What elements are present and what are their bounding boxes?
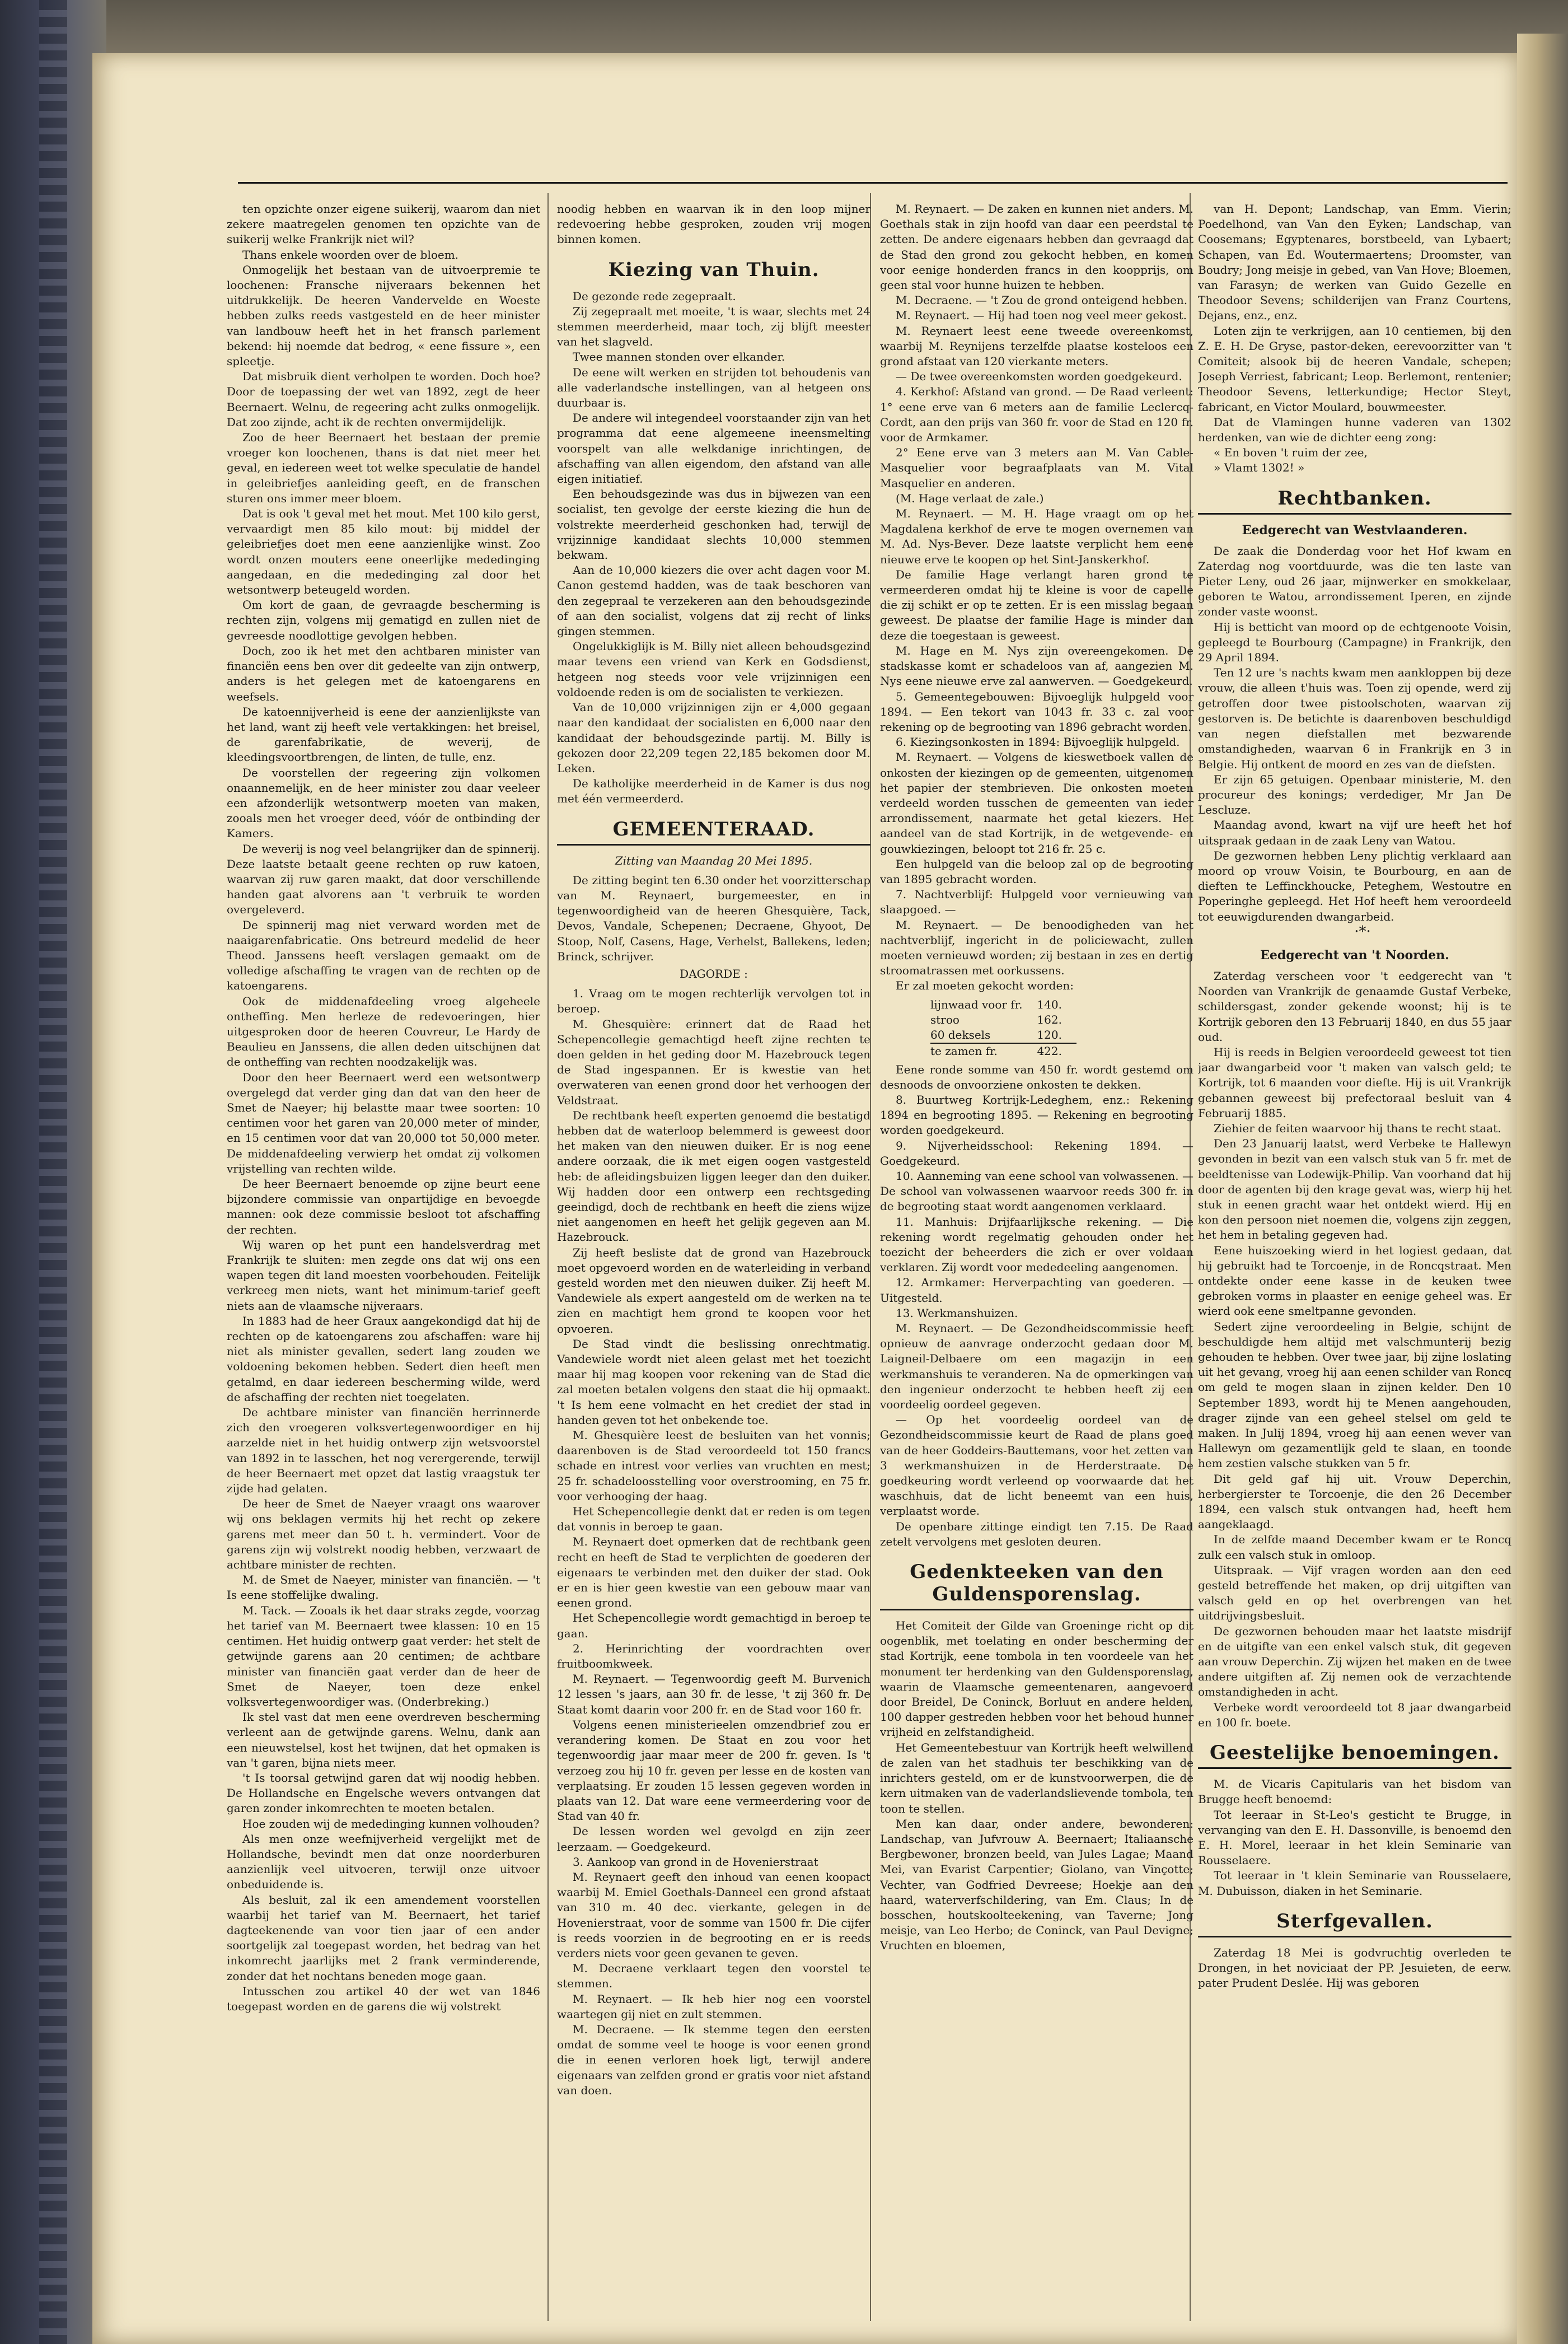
paragraph: 't Is toorsal getwijnd garen dat wij noodig hebben. De Hollandsche en Engelsche wevers ontvangen dat garen zonder inkomrechten te moeten betalen. — [227, 1771, 540, 1815]
paragraph: De katoennijverheid is eene der aanzienlijkste van het land, want zij heeft vele vertakkingen: het breisel, de garenfabrikatie, de weverij, de kleedingsvoortbrengen, de linten, de tulle, enz. — [227, 704, 540, 764]
paragraph: In de zelfde maand December kwam er te Roncq zulk een valsch stuk in omloop. — [1198, 1533, 1511, 1562]
paragraph: De andere wil integendeel voorstaander zijn van het programma dat eene algemeene ineensmelting voorspelt van alle welkdanige inrichtingen, de afschaffing van allen eigendom, den afstand van alle eigen initiatief. — [557, 411, 870, 486]
paragraph: De achtbare minister van financiën herrinnerde zich den vroegeren volksvertegenwoordiger en hij aarzelde niet in het huidig ontwerp zijn wetsvoorstel van 1892 in te lasschen, het nog verergerende, terwijl de heer Beernaert met opzet dat lastig vraagstuk ter zijde had gelaten. — [227, 1406, 540, 1496]
paragraph: (M. Hage verlaat de zale.) — [896, 491, 1044, 505]
paragraph: M. Ghesquière leest de besluiten van het vonnis; daarenboven is de Stad veroordeeld tot 150 francs schade en intrest voor verlies van vruchten en mest; 25 fr. schadeloosstelling voor overstrooming, en 75 fr. voor verhooging der haag. — [557, 1428, 870, 1503]
paragraph: M. Reynaert. — Tegenwoordig geeft M. Burvenich 12 lessen 's jaars, aan 30 fr. de lesse, 't zij 360 fr. De Staat komt daarin voor 200 fr. en de Stad voor 160 fr. — [557, 1672, 870, 1716]
paragraph: M. Decraene verklaart tegen den voorstel te stemmen. — [557, 1962, 870, 1991]
paragraph: 5. Gemeentegebouwen: Bijvoeglijk hulpgeld voor 1894. — Een tekort van 1043 fr. 33 c. zal voor rekening op de begrooting van 1896 gebracht worden. — [880, 689, 1193, 734]
heading-geestelijke-benoemingen: Geestelijke benoemingen. — [1198, 1741, 1511, 1769]
paragraph: Eene ronde somme van 450 fr. wordt gestemd om desnoods de onvoorziene onkosten te dekken. — [880, 1062, 1193, 1091]
paragraph: M. Reynaert leest eene tweede overeenkomst, waarbij M. Reynijens terzelfde plaatse kosteloos een grond afstaat van 120 vierkante meters. — [880, 324, 1193, 368]
table-total-row — [930, 1043, 1076, 1059]
paragraph: De lessen worden wel gevolgd en zijn zeer leerzaam. — Goedgekeurd. — [557, 1824, 870, 1853]
paragraph: M. Ghesquière: erinnert dat de Raad het Schepencollegie gemachtigd heeft zijne rechten te doen gelden in het geding door M. Hazebrouck tegen de Stad ingespannen. Er is kwestie van het overwateren van eenen grond door het verhoogen der Veldstraat. — [557, 1017, 870, 1107]
paragraph: M. Reynaert doet opmerken dat de rechtbank geen recht en heeft de Stad te verplichten de goederen der eigenaars te verbinden met den duiker der stad. Ook er en is hier geen kwestie van een gebouw maar van eenen grond. — [557, 1535, 870, 1610]
col3-section-1 — [880, 202, 1193, 994]
paragraph: — Op het voordeelig oordeel van de Gezondheidscommissie keurt de Raad de plans goed van de heer Goddeirs-Bauttemans, voor het zetten van 3 werkmanshuizen in de Herderstraate. De goedkeuring wordt verleend op voorwaarde dat het waschhuis, dat de licht beneemt van een huis, verplaatst worde. — [880, 1413, 1193, 1518]
column-4 — [1198, 202, 1511, 2324]
table-amount: 140. — [1037, 997, 1062, 1011]
book-binding — [0, 0, 106, 2344]
table-total-value: 422. — [1037, 1044, 1062, 1058]
paragraph: — De twee overeenkomsten worden goedgekeurd. — [896, 370, 1182, 384]
session-date: Zitting van Maandag 20 Mei 1895. — [615, 853, 813, 867]
table-row — [930, 1028, 1076, 1043]
col2-section-2 — [557, 873, 870, 964]
paragraph: De familie Hage verlangt haren grond te vermeerderen omdat hij te kleine is voor de capelle die zij schikt er op te zetten. Er is een misslag begaan geweest. De plaatse der familie Hage is minder dan deze die toegestaan is geweest. — [880, 567, 1193, 642]
paragraph: 8. Buurtweg Kortrijk-Ledeghem, enz.: Rekening 1894 en begrooting 1895. — Rekening en begrooting worden goedgekeurd. — [880, 1092, 1193, 1137]
paragraph: 6. Kiezingsonkosten in 1894: Bijvoeglijk hulpgeld. — [896, 735, 1180, 749]
paragraph: Als men onze weefnijverheid vergelijkt met de Hollandsche, bevindt men dat onze noorderburen aanzienlijk veel uitvoeren, terwijl onze uitvoer onbeduidende is. — [227, 1832, 540, 1892]
paragraph: Het Schepencollegie denkt dat er reden is om tegen dat vonnis in beroep te gaan. — [557, 1505, 870, 1534]
col2-section-1 — [557, 289, 870, 807]
paragraph: Eene huiszoeking wierd in het logiest gedaan, dat hij gebruikt had te Torcoenje, in de Roncqstraat. Men ontdekte onder eene kasse in de keuken twee gebroken vorms in plaaster en eenige geheel was. Er wierd ook eene smeltpanne gevonden. — [1198, 1243, 1511, 1318]
paragraph: Ongelukkiglijk is M. Billy niet alleen behoudsgezind maar tevens een vriend van Kerk en Godsdienst, hetgeen nog steeds voor vele vrijzinnigen een voldoende reden is om de socialisten te verkiezen. — [557, 639, 870, 699]
paragraph: M. Reynaert. — M. H. Hage vraagt om op het Magdalena kerkhof de erve te mogen overnemen van M. Ad. Nys-Bever. Deze laatste verplicht hem eene nieuwe erve te koopen op het Sint-Janskerkhof. — [880, 507, 1193, 566]
paragraph: Een hulpgeld van die beloop zal op de begrooting van 1895 gebracht worden. — [880, 857, 1193, 886]
agenda-label: DAGORDE : — [680, 966, 748, 980]
paragraph: M. Reynaert geeft den inhoud van eenen koopact waarbij M. Emiel Goethals-Danneel een grond afstaat van 310 m. 40 dec. vierkante, gelegen in de Hovenierstraat, voor de somme van 1500 fr. Die cijfer is reeds voorzien in de begrooting en er is reeds verders niets voor geen gevanen te geven. — [557, 1870, 870, 1960]
paragraph: Als besluit, zal ik een amendement voorstellen waarbij het tarief van M. Beernaert, het tarief dagteekenende van voor tien jaar of een ander soortgelijk zal toegepast worden, het bedrag van het inkomrecht jaarlijks met 2 frank verminderende, zonder dat het nochtans beneden moge gaan. — [227, 1893, 540, 1983]
heading-kiezing-thuin: Kiezing van Thuin. — [608, 258, 820, 281]
paragraph: M. Reynaert. — De Gezondheidscommissie heeft opnieuw de aanvrage onderzocht gedaan door M. Laigneil-Delbaere om een magazijn in een werkmanshuis te veranderen. Na de opmerkingen van den ingenieur onderzocht te hebben heeft zij een voordeelig oordeel gegeven. — [880, 1322, 1193, 1412]
paragraph: Dat de Vlamingen hunne vaderen van 1302 herdenken, van wie de dichter eeng zong: — [1198, 415, 1511, 445]
heading-rechtbanken: Rechtbanken. — [1198, 487, 1511, 515]
paragraph: Ten 12 ure 's nachts kwam men aankloppen bij deze vrouw, die alleen t'huis was. Toen zij opende, werd zij getroffen door twee pistoolschoten, waarvan zij gestorven is. De betichte is daarenboven beschuldigd van negen diefstallen met bezwarende omstandigheden, waarvan 6 in Frankrijk en 3 in Belgie. Hij ontkent de moord en zes van de diefsten. — [1198, 666, 1511, 771]
paragraph: Twee mannen stonden over elkander. — [573, 350, 785, 364]
paragraph: De eene wilt werken en strijden tot behoudenis van alle vaderlandsche instellingen, van al hetgeen ons duurbaar is. — [557, 365, 870, 410]
paragraph: 4. Kerkhof: Afstand van grond. — De Raad verleent: 1° eene erve van 6 meters aan de familie Leclercq-Cordt, aan den prijs van 360 fr. voor de Stad en 120 fr. voor de Armkamer. — [880, 385, 1193, 445]
paragraph: 12. Armkamer: Herverpachting van goederen. — Uitgesteld. — [880, 1276, 1193, 1305]
paragraph: De zaak die Donderdag voor het Hof kwam en Zaterdag nog voortduurde, was die ten laste van Pieter Leny, oud 26 jaar, mijnwerker en smokkelaar, geboren te Watou, arrondissement Iperen, en zijnde zonder vaste woonst. — [1198, 544, 1511, 619]
paragraph: Onmogelijk het bestaan van de uitvoerpremie te loochenen: Fransche nijveraars bekennen het uitdrukkelijk. De heeren Vandervelde en Woeste hebben zulks reeds vastgesteld en de heer minister van landbouw heeft het in het fransch parlement bekend: hij noemde dat bedrog, « eene fissure », een spleetje. — [227, 263, 540, 368]
paragraph: M. de Smet de Naeyer, minister van financiën. — 't Is eene stoffelijke dwaling. — [227, 1573, 540, 1602]
paragraph: Thans enkele woorden over de bloem. — [242, 248, 459, 262]
heading-gedenkteeken: Gedenkteeken van den Guldensporenslag. — [880, 1561, 1193, 1610]
paragraph: Verbeke wordt veroordeeld tot 8 jaar dwangarbeid en 100 fr. boete. — [1198, 1700, 1511, 1729]
paragraph: Dat misbruik dient verholpen te worden. Doch hoe? Door de toepassing der wet van 1892, zegt de heer Beernaert. Welnu, de regeering acht zulks onmogelijk. Dat zoo zijnde, acht ik de rechten onvermijdelijk. — [227, 370, 540, 429]
paragraph: Tot leeraar in 't klein Seminarie van Rousselaere, M. Dubuisson, diaken in het Seminarie. — [1198, 1869, 1511, 1898]
table-item: lijnwaad voor fr. — [930, 997, 1023, 1011]
paragraph: Zaterdag verscheen voor 't eedgerecht van 't Noorden van Vrankrijk de genaamde Gustaf Verbeke, schildersgast, zonder gekende woonst; hij is te Kortrijk geboren den 13 Februarij 1840, en dus 55 jaar oud. — [1198, 969, 1511, 1044]
paragraph: Een behoudsgezinde was dus in bijwezen van een socialist, ten gevolge der eerste kiezing die hun de volstrekte meerderheid geschonken had, terwijl de vrijzinnige kandidaat slechts 10,000 stemmen bekwam. — [557, 487, 870, 562]
paragraph: Aan de 10,000 kiezers die over acht dagen voor M. Canon gestemd hadden, was de taak beschoren van den zegepraal te verzekeren aan den behoudsgezinde of aan den socialist, volgens dat zij recht of links gingen stemmen. — [557, 563, 870, 638]
paragraph: Zij zegepraalt met moeite, 't is waar, slechts met 24 stemmen meerderheid, maar toch, zij blijft meester van het slagveld. — [557, 304, 870, 349]
paragraph: Om kort de gaan, de gevraagde bescherming is rechten zijn, volgens mij gematigd en zullen niet de gevreesde noodlottige gevolgen hebben. — [227, 598, 540, 642]
paragraph: 2° Eene erve van 3 meters aan M. Van Cable-Masquelier voor begraafplaats van M. Vital Masquelier en anderen. — [880, 446, 1193, 490]
heading-sterfgevallen: Sterfgevallen. — [1198, 1910, 1511, 1937]
paragraph: Het Schepencollegie wordt gemachtigd in beroep te gaan. — [557, 1611, 870, 1640]
paragraph: 13. Werkmanshuizen. — [896, 1306, 1018, 1320]
paragraph: De Stad vindt die beslissing onrechtmatig. Vandewiele wordt niet aleen gelast met het toezicht maar hij mag koopen voor rekening van de Stad die zal moeten betalen volgens den staat die hij opmaakt. 't Is hem eene volmacht en het crediet der stad in handen geven tot het onbekende toe. — [557, 1337, 870, 1427]
paragraph: Loten zijn te verkrijgen, aan 10 centiemen, bij den Z. E. H. De Gryse, pastor-deken, eerevoorzitter van 't Comiteit; alsook bij de heeren Vandale, schepen; Joseph Verriest, fabricant; Leop. Berlemont, rentenier; Theodoor Sevens, letterkundige; Hector Steyt, fabricant, en Victor Moulard, bouwmeester. — [1198, 324, 1511, 414]
col4-section-3 — [1198, 969, 1511, 1730]
paragraph: M. Reynaert. — De benoodigheden van het nachtverblijf, ingericht in de policiewacht, zullen moeten vernieuwd worden; zij bestaan in zes en dertig stroomatrassen met oorkussens. — [880, 918, 1193, 978]
table-total-label: te zamen fr. — [930, 1044, 998, 1058]
heading-gemeenteraad: GEMEENTERAAD. — [557, 818, 870, 846]
paragraph: Maandag avond, kwart na vijf ure heeft het hof uitspraak gedaan in de zaak Leny van Watou. — [1198, 818, 1511, 847]
paragraph: Ook de middenafdeeling vroeg algeheele ontheffing. Men herleze de redevoeringen, hier uitgesproken door de heeren Couvreur, Le Hardy de Beaulieu en Janssens, die allen deden uitschijnen dat de ontheffing van rechten noodzakelijk was. — [227, 994, 540, 1069]
paragraph: De weverij is nog veel belangrijker dan de spinnerij. Deze laatste betaalt geene rechten op ruw katoen, waarvan zij ruw garen maakt, dat door verschillende handen gaat alvorens aan 't verbruik te worden overgeleverd. — [227, 842, 540, 917]
binding-stitch — [39, 0, 67, 2344]
col4-section-4 — [1198, 1777, 1511, 1899]
paragraph: M. Hage en M. Nys zijn overeengekomen. De stadskasse komt er schadeloos van af, aangezien M. Nys eene nieuwe erve zal aanwerven. — Goedgekeurd. — [880, 643, 1193, 688]
header-rule — [238, 182, 1508, 184]
column-rule-1 — [547, 193, 549, 2321]
paragraph: Wij waren op het punt een handelsverdrag met Frankrijk te sluiten: men zegde ons dat wij ons een wapen tegen dit land moesten voorbehouden. Feitelijk verkreeg men niets, want het minimum-tarief geeft niets aan de vlaamsche nijveraars. — [227, 1238, 540, 1313]
paragraph: Uitspraak. — Vijf vragen worden aan den eed gesteld betreffende het maken, op drij uitgiften van valsch geld en op het overbrengen van het uitdrijvingsbesluit. — [1198, 1563, 1511, 1623]
paragraph: De heer Beernaert benoemde op zijne beurt eene bijzondere commissie van onpartijdige en bevoegde mannen: ook deze commissie besloot tot afschaffing der rechten. — [227, 1177, 540, 1236]
paragraph: 3. Aankoop van grond in de Hovenierstraat — [573, 1855, 818, 1869]
paragraph: Tot leeraar in St-Leo's gesticht te Brugge, in vervanging van den E. H. Dassonville, is benoemd den E. H. Morel, leeraar in het klein Seminarie van Rousselaere. — [1198, 1808, 1511, 1867]
paragraph: De rechtbank heeft experten genoemd die bestatigd hebben dat de waterloop belemmerd is geweest door het maken van den nieuwen duiker. Er is nog eene andere oorzaak, die ik met eigen oogen vastgesteld heb: de afleidingsbuizen liggen leeger dan den duiker. Wij hadden door een ontwerp een rechtsgeding geeindigd, doch de rechtbank en heeft die ziens wijze niet aangenomen en heeft het gelijk gegeven aan M. Hazebrouck. — [557, 1108, 870, 1244]
paragraph: De zitting begint ten 6.30 onder het voorzitterschap van M. Reynaert, burgemeester, en in tegenwoordigheid van de heeren Ghesquière, Tack, Devos, Vandale, Schepenen; Decraene, Ghyoot, De Stoop, Nolf, Casens, Hage, Verhelst, Ballekens, leden; Brinck, schrijver. — [557, 873, 870, 963]
paragraph: Dit geld gaf hij uit. Vrouw Deperchin, herbergierster te Torcoenje, die den 26 December 1894, een valsch stuk ontvangen had, heeft hem aangeklaagd. — [1198, 1472, 1511, 1531]
paragraph: De katholijke meerderheid in de Kamer is dus nog met één vermeerderd. — [557, 777, 870, 806]
col3-section-2 — [880, 1062, 1193, 1550]
col4-section-5 — [1198, 1945, 1511, 1991]
paragraph: M. Decraene. — Ik stemme tegen den eersten omdat de somme veel te hooge is voor eenen grond die in eenen verloren hoek ligt, terwijl andere eigenaars van zelfden grond er gratis voor niet afstand van doen. — [557, 2022, 870, 2097]
paragraph: Den 23 Januarij laatst, werd Verbeke te Hallewyn gevonden in bezit van een valsch stuk van 5 fr. met de beeldtenisse van Lodewijk-Philip. Van voorhand dat hij door de agenten bij den krage gevat was, wierp hij het stuk in eenen gracht waar het ontdekt wierd. Hij en kon den persoon niet noemen die, volgens zijn zeggen, het hem in betaling gegeven had. — [1198, 1137, 1511, 1242]
heading-eedgerecht-noorden: Eedgerecht van 't Noorden. — [1260, 947, 1449, 963]
paragraph: 2. Herinrichting der voordrachten over fruitboomkweek. — [557, 1641, 870, 1671]
paragraph: Hoe zouden wij de mededinging kunnen volhouden? — [242, 1817, 540, 1831]
paragraph: De openbare zittinge eindigt ten 7.15. De Raad zetelt vervolgens met gesloten deuren. — [880, 1519, 1193, 1548]
table-amount: 162. — [1037, 1012, 1062, 1026]
paragraph: Door den heer Beernaert werd een wetsontwerp overgelegd dat verder ging dan dat van den heer de Smet de Naeyer; hij belastte maar twee soorten: 10 centimen voor het garen van 20,000 meter of minder, en 15 centimen voor dat van 20,000 tot 50,000 meter. De middenafdeeling verwierp het omdat zij volkomen vrijstelling van rechten wilde. — [227, 1070, 540, 1175]
paragraph: In 1883 had de heer Graux aangekondigd dat hij de rechten op de katoengarens zou afschaffen: ware hij niet als minister gevallen, sedert lang zouden we voldoening bekomen hebben. Sedert dien heeft men getalmd, en daar iedereen bescherming wilde, werd de afschaffing der rechten niet toegelaten. — [227, 1314, 540, 1404]
paragraph: De gezonde rede zegepraalt. — [573, 289, 736, 303]
col4-section-1 — [1198, 202, 1511, 476]
column-1 — [227, 202, 540, 2324]
paragraph: Hij is betticht van moord op de echtgenoote Voisin, gepleegd te Bourbourg (Campagne) in Frankrijk, den 29 April 1894. — [1198, 620, 1511, 665]
paragraph: Zij heeft besliste dat de grond van Hazebrouck moet opgevoerd worden en de waterleiding in verband gesteld worden met den nieuwen duiker. Zij heeft M. Vandewiele als expert aangesteld om de werken na te zien en machtigt hem grond te koopen voor het opvoeren. — [557, 1245, 870, 1336]
paragraph: van H. Depont; Landschap, van Emm. Vierin; Poedelhond, van Van den Eyken; Landschap, van Coosemans; Egyptenares, borstbeeld, van Lybaert; Schapen, van Ed. Woutermaertens; Droomster, van Boudry; Jong meisje in gebed, van Van Hove; Bloemen, van Farasyn; de werken van Guido Gezelle en Theodoor Sevens; schilderijen van Franz Courtens, Dejans, enz., enz. — [1198, 202, 1511, 323]
paragraph: Sedert zijne veroordeeling in Belgie, schijnt de beschuldigde hem altijd met valschmunterij bezig gehouden te hebben. Over twee jaar, bij zijne loslating uit het gevang, vroeg hij aan eenen schilder van Roncq om geld te mogen slaan in zijnen kelder. Den 10 September 1893, wordt hij te Menen aangehouden, drager zijnde van een geheel stelsel om geld te maken. In Julij 1894, vroeg hij aan eenen wever van Hallewyn om gezamentlijk geld te slaan, en toonde hem zestien valsche stukken van 5 fr. — [1198, 1319, 1511, 1470]
paragraph: « En boven 't ruim der zee, — [1214, 446, 1368, 460]
paragraph: Er zal moeten gekocht worden: — [896, 979, 1074, 993]
paragraph: M. Reynaert. — Ik heb hier nog een voorstel waartegen gij niet en zult stemmen. — [557, 1992, 870, 2021]
paragraph: Ik stel vast dat men eene overdreven bescherming verleent aan de getwijnde garens. Welnu, dank aan een nieuwstelsel, kost het twijnen, dat het opmaken is van 't garen, bijna niets meer. — [227, 1710, 540, 1769]
table-item: stroo — [930, 1012, 959, 1026]
paragraph: Hij is reeds in Belgien veroordeeld geweest tot tien jaar dwangarbeid voor 't maken van valsch geld; te Kortrijk, tot 6 maanden voor diefte. Hij is uit Vrankrijk gebannen geweest bij prefectoraal besluit van 4 Februarij 1885. — [1198, 1045, 1511, 1120]
paragraph: Er zijn 65 getuigen. Openbaar ministerie, M. den procureur des konings; verdediger, Mr Jan De Lescluze. — [1198, 772, 1511, 817]
paragraph: 1. Vraag om te mogen rechterlijk vervolgen tot in beroep. — [557, 987, 870, 1016]
paragraph: De heer de Smet de Naeyer vraagt ons waarover wij ons beklagen vermits hij het recht op zekere garens met meer dan 50 t. h. vermindert. Voor de garens zijn wij volstrekt noodig hebben, verzwaart de achtbare minister de rechten. — [227, 1497, 540, 1572]
table-row — [930, 997, 1076, 1012]
page-edge — [1517, 34, 1568, 2344]
paragraph: M. Reynaert. — De zaken en kunnen niet anders. M. Goethals stak in zijn hoofd van daar een peerdstal te zetten. De andere eigenaars hebben dan gevraagd dat de Stad den grond zou gekocht hebben, en komen voor eenige honderden francs in den koopprijs, om geen stal voor hunne huizen te hebben. — [880, 202, 1193, 292]
paragraph: 10. Aanneming van eene school van volwassenen. — De school van volwassenen waarvoor reeds 300 fr. in de begrooting staat wordt aangenomen verklaard. — [880, 1169, 1193, 1213]
column-3 — [880, 202, 1193, 2324]
paragraph: De gezwornen behouden maar het laatste misdrijf en de uitgifte van een enkel valsch stuk, dit gegeven aan vrouw Deperchin. Zij wijzen het maken en de twee andere uitgiften af. Zij nemen ook de verzachtende omstandigheden in acht. — [1198, 1624, 1511, 1699]
col4-section-2 — [1198, 544, 1511, 924]
paragraph: ten opzichte onzer eigene suikerij, waarom dan niet zekere maatregelen genomen ten opzichte van de suikerij welke Frankrijk niet wil? — [227, 202, 540, 246]
table-item: 60 deksels — [930, 1028, 991, 1042]
paragraph: De spinnerij mag niet verward worden met de naaigarenfabricatie. Ons betreurd medelid de heer Theod. Janssens heeft verslagen gemaakt om de volledige afschaffing te vragen van de rechten op de katoengarens. — [227, 918, 540, 993]
paragraph: De voorstellen der regeering zijn volkomen onaannemelijk, en de heer minister zou daar veeleer een afzonderlijk wetsontwerp moeten van maken, zooals men het vroeger deed, vóór de ontbinding der Kamers. — [227, 765, 540, 841]
paragraph: Men kan daar, onder andere, bewonderen: Landschap, van Jufvrouw A. Beernaert; Italiaansche Bergbewoner, bronzen beeld, van Jules Lagae; Maand Mei, van Evarist Carpentier; Giolano, van Vinçotte; Vechter, van Godfried Devreese; Hoekje aan den haard, waterverfschildering, van Em. Claus; In de bosschen, houtskoolteekening, van Taverne; Jong meisje, van Leo Herbo; de Coninck, van Paul Devigne; Vruchten en bloemen, — [880, 1817, 1193, 1953]
paragraph: De gezwornen hebben Leny plichtig verklaard aan moord op vrouw Voisin, te Bourbourg, en aan de dieften te Leffinckhoucke, Peteghem, Westoutre en Poperinghe gepleegd. Het Hof heeft hem veroordeeld tot eeuwigdurenden dwangarbeid. — [1198, 848, 1511, 923]
paragraph: 7. Nachtverblijf: Hulpgeld voor vernieuwing van slaapgoed. — — [880, 888, 1193, 917]
paragraph: M. Reynaert. — Hij had toen nog veel meer gekost. — [896, 309, 1187, 323]
col2-intro: noodig hebben en waarvan ik in den loop mijner redevoering hebbe gesproken, zouden vrij mogen binnen komen. — [557, 202, 870, 246]
paragraph: » Vlamt 1302! » — [1214, 461, 1305, 475]
paragraph: Volgens eenen ministerieelen omzendbrief zou er verandering komen. De Staat en zou voor het tegenwoordig jaar maar meer de 200 fr. geven. Is 't verzoeg zou hij 10 fr. geven per lesse en de kosten van verplaatsing. Er zouden 15 lessen gegeven worden in plaats van 12. Dat ware eene vermeerdering voor de Stad van 40 fr. — [557, 1717, 870, 1823]
paragraph: Ziehier de feiten waarvoor hij thans te recht staat. — [1214, 1121, 1501, 1135]
paragraph: M. Decraene. — 't Zou de grond onteigend hebben. — [896, 293, 1188, 307]
paragraph: Het Gemeentebestuur van Kortrijk heeft welwillend de zalen van het stadhuis ter beschikking van de inrichters gesteld, om er de kunstvoorwerpen, die de kern uitmaken van de vaderlandslievende tombola, ten toon te stellen. — [880, 1740, 1193, 1815]
paragraph: Het Comiteit der Gilde van Groeninge richt op dit oogenblik, met toelating en onder bescherming der stad Kortrijk, eene tombola in ten voordeele van het monument ter herdenking van den Guldensporenslag, waarin de Vlaamsche gemeentenaren, aangevoerd door Breidel, De Coninck, Borluut en andere helden, 100 dapper gestreden hebben voor het behoud hunner vrijheid en zelfstandigheid. — [880, 1619, 1193, 1739]
paragraph: 11. Manhuis: Drijfaarlijksche rekening. — Die rekening wordt regelmatig gehouden onder het toezicht der beheerders die zich er over voldaan verklaren. Zij wordt voor mededeeling aangenomen. — [880, 1215, 1193, 1274]
table-amount: 120. — [1037, 1028, 1062, 1042]
purchase-table — [930, 997, 1076, 1059]
paragraph: Intusschen zou artikel 40 der wet van 1846 toegepast worden en de garens die wij volstrekt — [227, 1984, 540, 2013]
paragraph: Zaterdag 18 Mei is godvruchtig overleden te Drongen, in het noviciaat der PP. Jesuieten, de eerw. pater Prudent Deslée. Hij was geboren — [1198, 1945, 1511, 1990]
paragraph: Dat is ook 't geval met het mout. Met 100 kilo gerst, vervaardigt men 85 kilo mout: bij middel der geleibriefjes doet men eene aanzienlijke winst. Zoo wordt onzen mouters eene oneerlijke mededinging aangedaan, en die mededinging zal door het wetsontwerp beteugeld worden. — [227, 507, 540, 597]
section-divider-dots: ·*· — [1354, 923, 1371, 940]
paragraph: M. de Vicaris Capitularis van het bisdom van Brugge heeft benoemd: — [1198, 1777, 1511, 1806]
column-2 — [557, 202, 870, 2324]
col2-section-3 — [557, 986, 870, 2098]
paragraph: Doch, zoo ik het met den achtbaren minister van financiën eens ben over dit gedeelte van zijn ontwerp, anders is het gelegen met de katoengarens en weefsels. — [227, 643, 540, 703]
paragraph: M. Tack. — Zooals ik het daar straks zegde, voorzag het tarief van M. Beernaert twee klassen: 10 en 15 centimen. Het huidig ontwerp gaat verder: het stelt de getwijnde garens aan 20 centimen; de achtbare minister van financiën gaat verder dan de heer de Smet de Naeyer, toen deze enkel volksvertegenwoordiger was. (Onderbreking.) — [227, 1603, 540, 1708]
col3-section-3 — [880, 1618, 1193, 1953]
heading-eedgerecht-west: Eedgerecht van Westvlaanderen. — [1242, 522, 1468, 538]
paragraph: Van de 10,000 vrijzinnigen zijn er 4,000 gegaan naar den kandidaat der socialisten en 6,000 naar den kandidaat der behoudsgezinde partij. M. Billy is gekozen door 22,209 tegen 22,185 bekomen door M. Leken. — [557, 701, 870, 775]
paragraph: M. Reynaert. — Volgens de kieswetboek vallen de onkosten der kiezingen op de gemeenten, uitgenomen het papier der stembrieven. Die onkosten moeten verdeeld worden tusschen de gemeenten van ieder arrondissement, naarmate het getal kiezers. Het aandeel van de stad Kortrijk, in de wetgevende- en gouwkiezingen, beloopt tot 216 fr. 25 c. — [880, 750, 1193, 856]
paragraph: Zoo de heer Beernaert het bestaan der premie vroeger kon loochenen, thans is dat niet meer het geval, en iedereen weet tot welke speculatie de handel in geleibriefjes aanleiding geeft, en de franschen sturen ons immer meer bloem. — [227, 431, 540, 505]
top-shadow — [106, 0, 1568, 53]
paragraph: 9. Nijverheidsschool: Rekening 1894. — Goedgekeurd. — [880, 1138, 1193, 1168]
table-row — [930, 1012, 1076, 1028]
